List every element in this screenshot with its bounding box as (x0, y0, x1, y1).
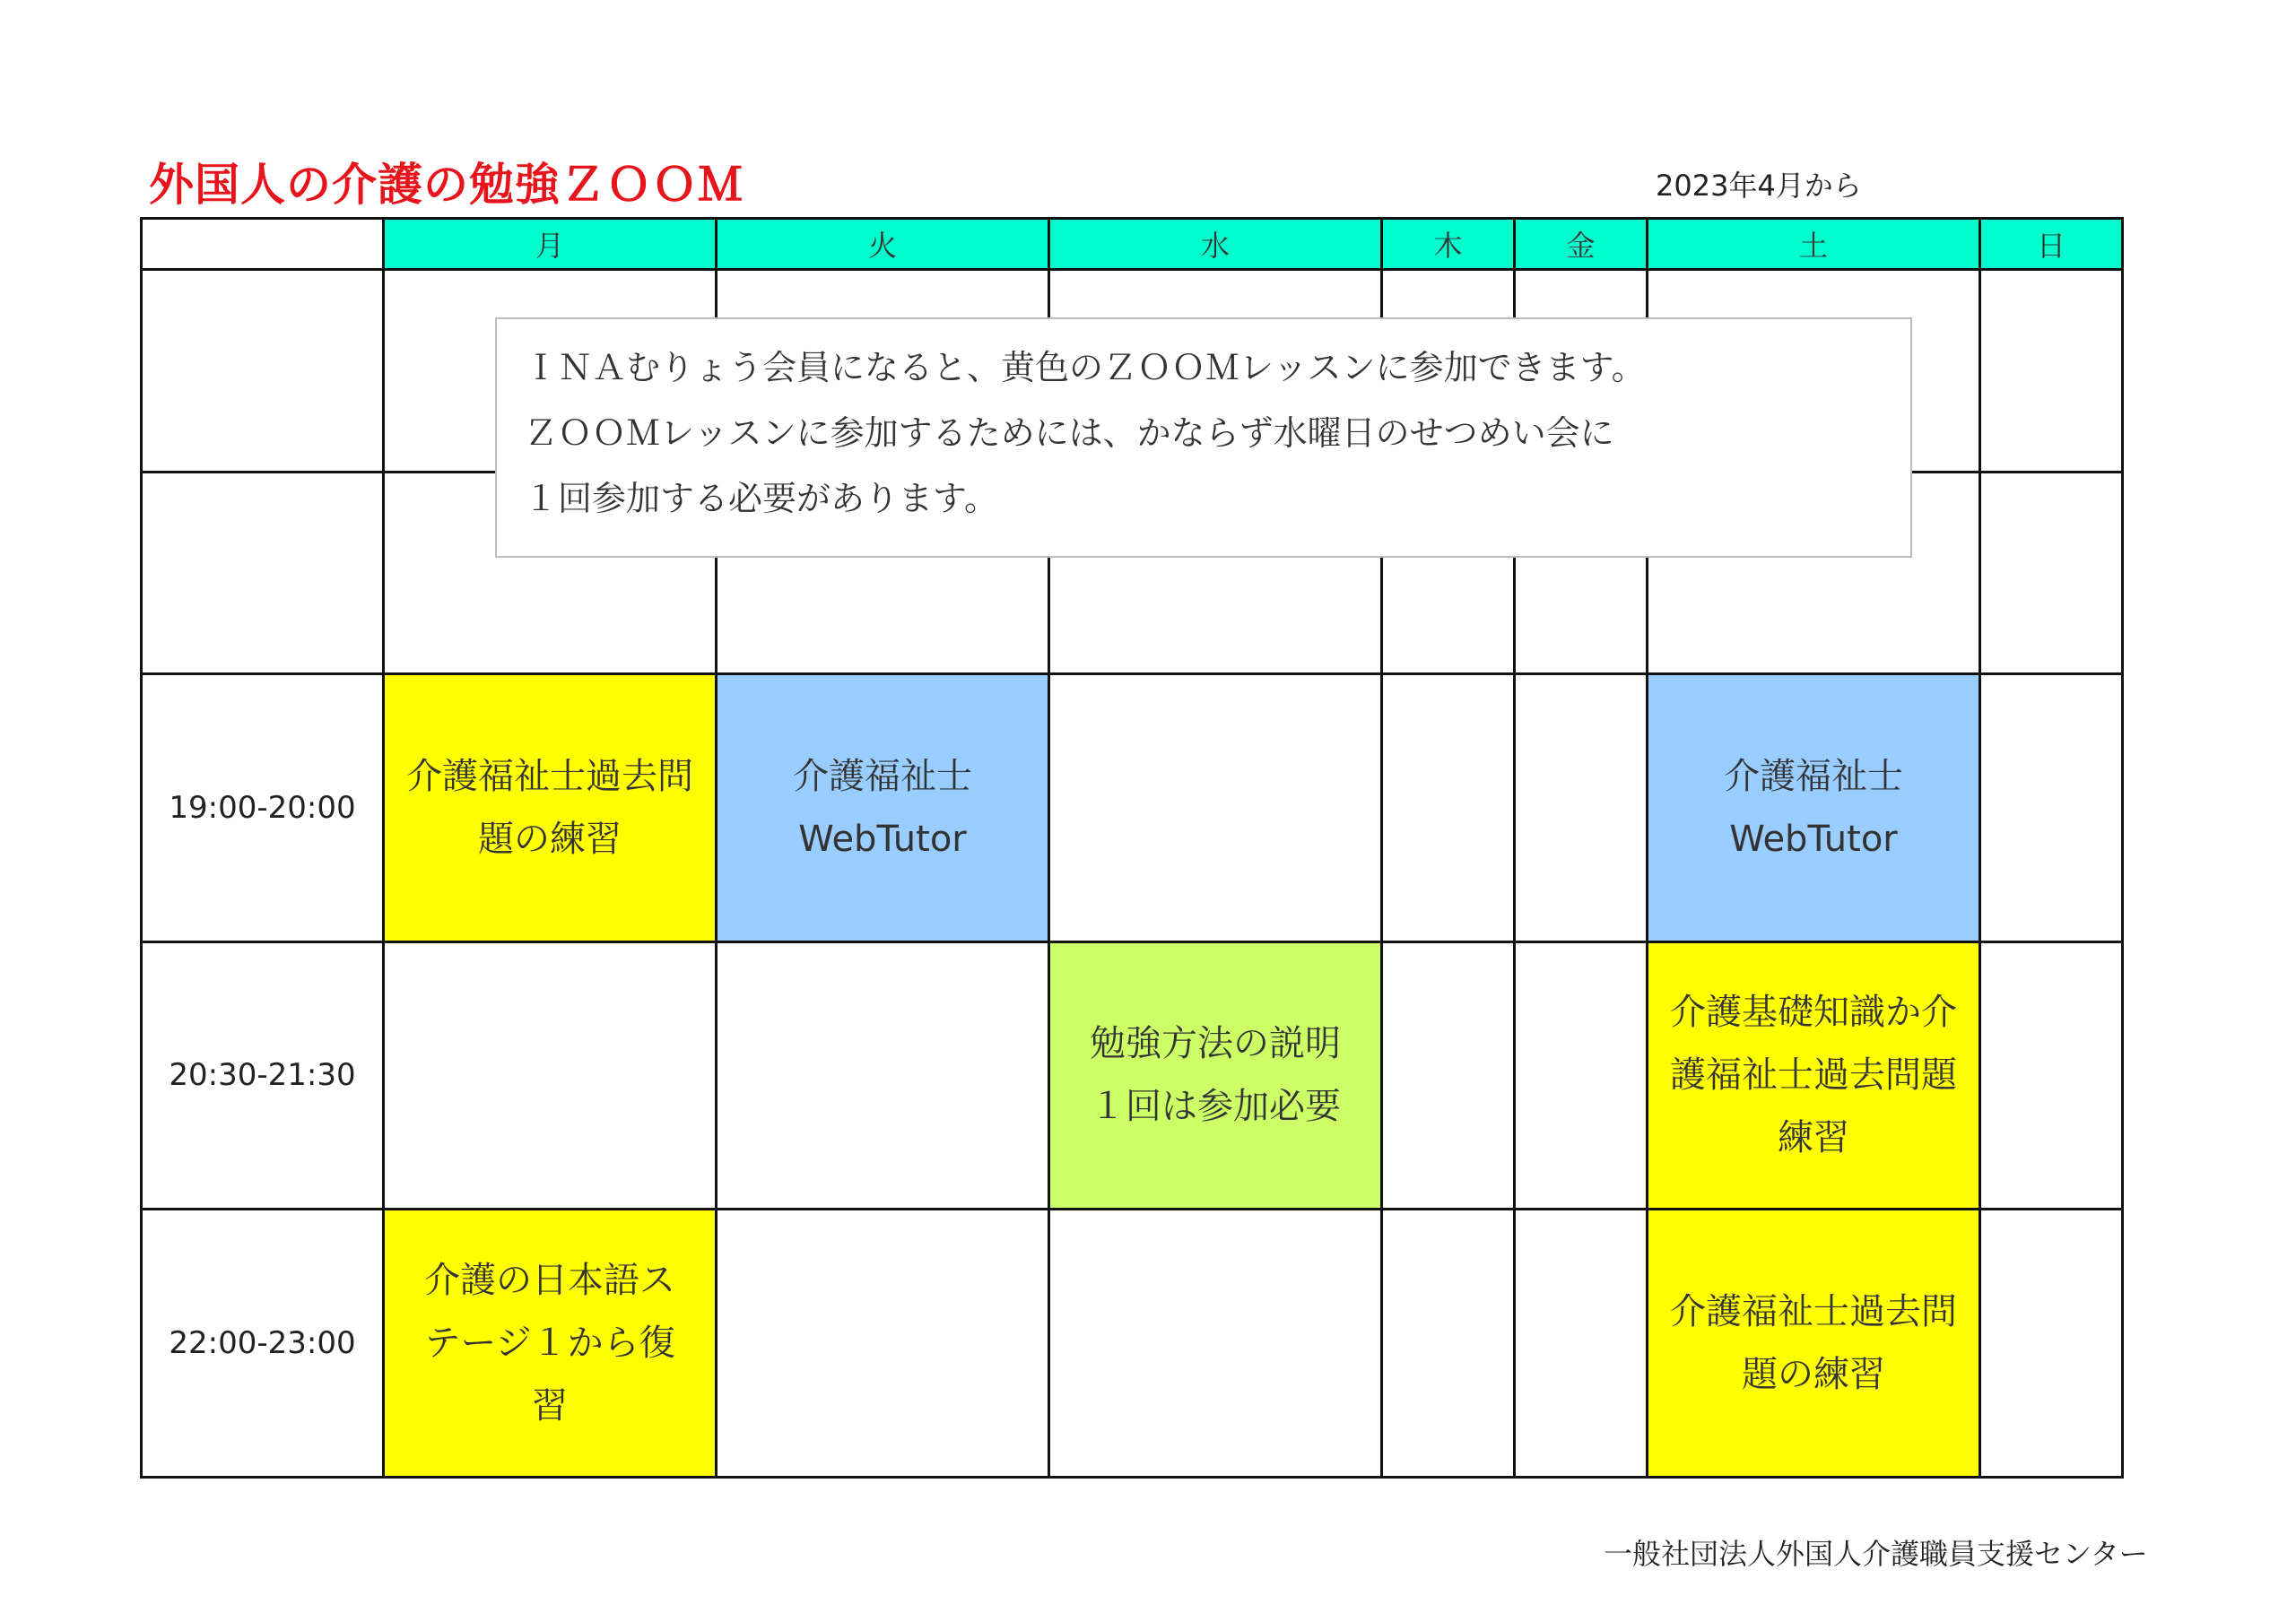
day-header-wed: 水 (1049, 219, 1382, 270)
slot-cell (1049, 674, 1382, 942)
lesson-cell: 勉強方法の説明 １回は参加必要 (1049, 941, 1382, 1210)
slot-cell (1049, 1210, 1382, 1478)
table-row (142, 674, 2123, 942)
time-cell (142, 270, 384, 472)
start-date-note: 2023年4月から (1656, 169, 1862, 203)
notice-line: ＺＯＯＭレッスンに参加するためには、かならず水曜日のせつめい会に (524, 413, 1614, 453)
slot-cell (1515, 1210, 1648, 1478)
slot-cell (1382, 1210, 1515, 1478)
lesson-cell: 介護福祉士 WebTutor (1648, 674, 1980, 942)
day-header-sat: 土 (1648, 219, 1980, 270)
time-cell: 20:30-21:30 (142, 941, 384, 1210)
time-cell: 22:00-23:00 (142, 1210, 384, 1478)
slot-cell (1382, 674, 1515, 942)
time-cell: 19:00-20:00 (142, 674, 384, 942)
slot-cell (1515, 674, 1648, 942)
day-header-fri: 金 (1515, 219, 1648, 270)
organization-name: 一般社団法人外国人介護職員支援センター (1604, 1537, 2148, 1571)
slot-cell (384, 941, 717, 1210)
corner-cell (142, 219, 384, 270)
notice-line: １回参加する必要があります。 (524, 479, 998, 518)
lesson-cell: 介護福祉士過去問題の練習 (1648, 1210, 1980, 1478)
page-title: 外国人の介護の勉強ＺＯＯＭ (149, 159, 744, 211)
slot-cell (1980, 472, 2123, 673)
slot-cell (717, 941, 1049, 1210)
notice-line: ＩＮＡむりょう会員になると、黄色のＺＯＯＭレッスンに参加できます。 (524, 348, 1646, 387)
table-row (142, 941, 2123, 1210)
day-header-mon: 月 (384, 219, 717, 270)
slot-cell (1515, 941, 1648, 1210)
lesson-cell: 介護の日本語ステージ１から復習 (384, 1210, 717, 1478)
table-row (142, 1210, 2123, 1478)
day-header-tue: 火 (717, 219, 1049, 270)
time-cell (142, 472, 384, 673)
slot-cell (1980, 1210, 2123, 1478)
slot-cell (1980, 674, 2123, 942)
slot-cell (1980, 270, 2123, 472)
day-header-row (142, 219, 2123, 270)
slot-cell (1980, 941, 2123, 1210)
notice-box (495, 317, 1912, 558)
day-header-thu: 木 (1382, 219, 1515, 270)
day-header-sun: 日 (1980, 219, 2123, 270)
slot-cell (717, 1210, 1049, 1478)
lesson-cell: 介護基礎知識か介護福祉士過去問題練習 (1648, 941, 1980, 1210)
lesson-cell: 介護福祉士 WebTutor (717, 674, 1049, 942)
lesson-cell: 介護福祉士過去問題の練習 (384, 674, 717, 942)
slot-cell (1382, 941, 1515, 1210)
